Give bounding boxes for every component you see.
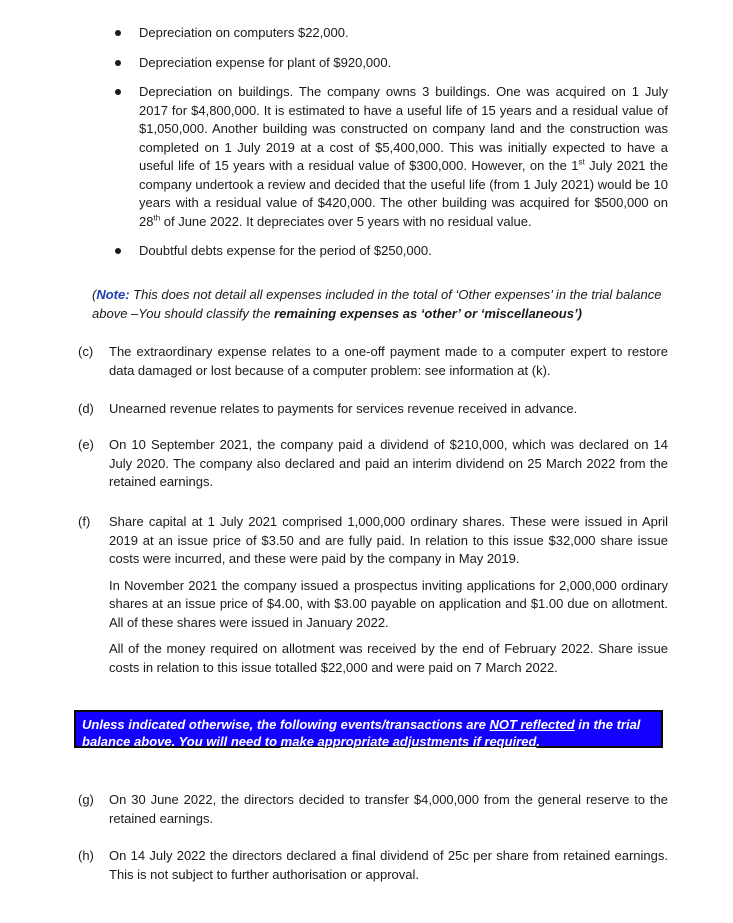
- item-text: Unearned revenue relates to payments for services revenue received in advance.: [109, 401, 578, 416]
- expenses-note: (Note: This does not detail all expenses included in the total of ‘Other expenses’ in the trial balance above –You should classify the remaining expenses as ‘other’ or ‘miscellaneous’): [92, 287, 662, 321]
- item-f-paragraph-2: In November 2021 the company issued a prospectus inviting applications for 2,000,000 ordinary shares at an issue price of $4.00, with $3.00 payable on application and $1.00 due on allotment. All of these shares were issued in January 2022.: [109, 577, 668, 630]
- item-letter: (f): [78, 514, 91, 529]
- bullet-buildings: Depreciation on buildings. The company owns 3 buildings. One was acquired on 1 July 2017 for $4,800,000. It is estimated to have a useful life of 15 years and a residual value of $1,050,000. Another building was constructed on company land and the construction was completed on 1 July 2019 at a cost of $5,400,000. This was initially expected to have a useful life of 15 years with a residual value of $300,000. However, on the 1st July 2021 the company undertook a review and decided that the useful life (from 1 July 2021) would be 10 years with a residual value of $420,000. The other building was acquired for $500,000 on 28th of June 2022. It depreciates over 5 years with no residual value.: [112, 83, 668, 231]
- item-text: On 10 September 2021, the company paid a dividend of $210,000, which was declared on 14 July 2020. The company also declared and paid an interim dividend on 25 March 2022 from the retained earnings.: [109, 437, 668, 489]
- item-text: On 14 July 2022 the directors declared a final dividend of 25c per share from retained earnings. This is not subject to further authorisation or approval.: [109, 848, 668, 882]
- item-text: On 30 June 2022, the directors decided to transfer $4,000,000 from the general reserve to the retained earnings.: [109, 792, 668, 826]
- item-g: [78, 791, 668, 828]
- item-d: [78, 400, 668, 419]
- item-letter: (e): [78, 437, 94, 452]
- item-f-paragraph-1: Share capital at 1 July 2021 comprised 1,000,000 ordinary shares. These were issued in April 2019 at an issue price of $3.50 and are fully paid. In relation to this issue $32,000 share issue costs were incurred, and these were paid by the company in May 2019.: [109, 514, 668, 566]
- expense-bullet-list: [112, 24, 668, 272]
- item-c: [78, 343, 668, 380]
- bullet-computers: Depreciation on computers $22,000.: [112, 24, 668, 43]
- item-h: [78, 847, 668, 884]
- item-letter: (g): [78, 792, 94, 807]
- item-letter: (c): [78, 344, 94, 359]
- item-f: [78, 513, 668, 685]
- bullet-plant: Depreciation expense for plant of $920,000.: [112, 54, 668, 73]
- item-letter: (d): [78, 401, 94, 416]
- bullet-doubtful-debts: Doubtful debts expense for the period of $250,000.: [112, 242, 668, 261]
- note-label: Note:: [96, 287, 130, 302]
- item-e: [78, 436, 668, 492]
- adjustments-notice-box: Unless indicated otherwise, the following events/transactions are NOT reflected in the trial balance above. You will need to make appropriate adjustments if required.: [74, 710, 663, 748]
- item-f-paragraph-3: All of the money required on allotment was received by the end of February 2022. Share issue costs in relation to this issue totalled $22,000 and were paid on 7 March 2022.: [109, 641, 668, 675]
- item-letter: (h): [78, 848, 94, 863]
- item-text: The extraordinary expense relates to a one-off payment made to a computer expert to restore data damaged or lost because of a computer problem: see information at (k).: [109, 344, 668, 378]
